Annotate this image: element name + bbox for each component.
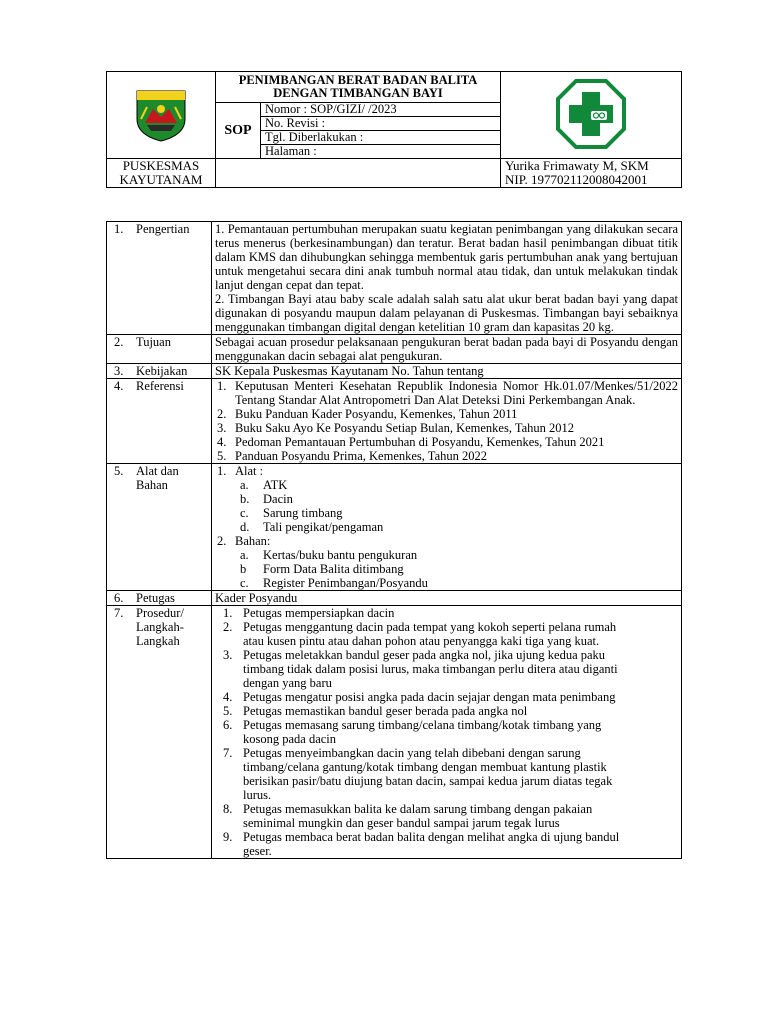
row-number: 3. bbox=[114, 364, 124, 378]
pengertian-paragraph-1: 1. Pemantauan pertumbuhan merupakan suatu kegiatan penimbangan yang dilakukan secara terus menerus (berkesinambungan) dan teratur. Berat badan hasil penimbangan dibuat titik dalam KMS dan dihubungkan sehingga membentuk garis pertumbuhan anak yang bertujuan untuk mengetahui secara dini anak tumbuh normal atau tidak, dan untuk melakukan tindak lanjut dengan cepat dan tepat. bbox=[215, 222, 678, 292]
list-item: 3. Buku Saku Ayo Ke Posyandu Setiap Bulan, Kemenkes, Tahun 2012 bbox=[217, 421, 575, 435]
row-alat-bahan bbox=[107, 464, 682, 591]
tujuan-text: Sebagai acuan prosedur pelaksanaan pengukuran berat badan pada bayi di Posyandu dengan menggunakan dacin sebagai alat pengukuran. bbox=[212, 335, 682, 364]
row-pengertian bbox=[107, 222, 682, 335]
list-item: 1. Petugas mempersiapkan dacin bbox=[223, 606, 395, 620]
row-label: Prosedur/ Langkah- Langkah bbox=[136, 606, 184, 648]
list-item: a. ATK bbox=[240, 478, 288, 492]
list-item: c. Sarung timbang bbox=[240, 506, 343, 520]
row-kebijakan bbox=[107, 364, 682, 379]
petugas-text: Kader Posyandu bbox=[212, 591, 682, 606]
bahan-items bbox=[215, 548, 678, 590]
list-item: 5. Panduan Posyandu Prima, Kemenkes, Tahun 2022 bbox=[217, 449, 487, 463]
label-cell bbox=[107, 606, 212, 859]
list-item: 7. Petugas menyeimbangkan dacin yang telah dibebani dengan sarung timbang/celana gantung/kotak timbang dengan membuat kantung plastik berisikan pasir/batu diujung batan dacin, sampai kedua jarum diatas tegak lurus. bbox=[223, 746, 613, 802]
sop-content-table bbox=[106, 221, 682, 859]
label-cell bbox=[107, 379, 212, 464]
empty-cell bbox=[216, 159, 501, 188]
alat-items bbox=[215, 478, 678, 534]
list-item: 4. Petugas mengatur posisi angka pada dacin sejajar dengan mata penimbang bbox=[223, 690, 616, 704]
content-cell bbox=[212, 606, 682, 859]
signer-cell bbox=[501, 159, 682, 188]
header-table bbox=[106, 71, 682, 188]
row-petugas bbox=[107, 591, 682, 606]
row-number: 6. bbox=[114, 591, 124, 605]
signer-nip: NIP. 197702112008042001 bbox=[505, 172, 648, 187]
signer-name: Yurika Frimawaty M, SKM bbox=[505, 158, 649, 173]
org-line1: PUSKESMAS bbox=[122, 158, 200, 173]
content-cell bbox=[212, 222, 682, 335]
alat-bahan-list bbox=[215, 464, 678, 478]
row-referensi bbox=[107, 379, 682, 464]
list-item: 8. Petugas memasukkan balita ke dalam sarung timbang dengan pakaian seminimal mungkin dan geser bandul sampai jarum tegak lurus bbox=[223, 802, 593, 830]
list-item: c. Register Penimbangan/Posyandu bbox=[240, 576, 428, 590]
pengertian-paragraph-2: 2. Timbangan Bayi atau baby scale adalah salah satu alat ukur berat badan bayi yang dapat digunakan di posyandu maupun dalam pelayanan di Puskesmas. Timbangan bayi sebaiknya menggunakan timbangan digital dengan ketelitian 10 gram dan kapasitas 20 kg. bbox=[215, 292, 678, 334]
referensi-list bbox=[215, 379, 678, 463]
org-line2: KAYUTANAM bbox=[119, 172, 203, 187]
list-item: b Form Data Balita ditimbang bbox=[240, 562, 404, 576]
document-title: PENIMBANGAN BERAT BADAN BALITA DENGAN TIMBANGAN BAYI bbox=[216, 72, 501, 103]
kebijakan-text: SK Kepala Puskesmas Kayutanam No. Tahun tentang bbox=[212, 364, 682, 379]
prosedur-steps bbox=[215, 606, 678, 858]
label-cell bbox=[107, 335, 212, 364]
list-item: 1. Keputusan Menteri Kesehatan Republik Indonesia Nomor Hk.01.07/Menkes/51/2022 Tentang Standar Alat Antropometri Dan Alat Deteksi Dini Perkembangan Anak. bbox=[217, 379, 678, 407]
alat-heading: 1. Alat : bbox=[217, 464, 264, 478]
list-item: 6. Petugas memasang sarung timbang/celana timbang/kotak timbang yang kosong pada dacin bbox=[223, 718, 602, 746]
row-number: 7. bbox=[114, 606, 124, 620]
bahan-heading: 2. Bahan: bbox=[217, 534, 271, 548]
sop-label: SOP bbox=[216, 103, 261, 159]
label-cell bbox=[107, 222, 212, 335]
row-label: Referensi bbox=[136, 379, 184, 393]
meta-nomor: Nomor : SOP/GIZI/ /2023 bbox=[261, 103, 501, 117]
meta-halaman: Halaman : bbox=[261, 145, 501, 159]
organization-cell bbox=[107, 159, 216, 188]
row-prosedur bbox=[107, 606, 682, 859]
content-cell bbox=[212, 464, 682, 591]
list-item: 3. Petugas meletakkan bandul geser pada angka nol, jika ujung kedua paku timbang tidak dalam posisi lurus, maka timbangan perlu ditera atau diganti dengan yang baru bbox=[223, 648, 618, 690]
list-item: 4. Pedoman Pemantauan Pertumbuhan di Posyandu, Kemenkes, Tahun 2021 bbox=[217, 435, 605, 449]
row-label: Petugas bbox=[136, 591, 175, 605]
row-label: Kebijakan bbox=[136, 364, 188, 378]
list-item: d. Tali pengikat/pengaman bbox=[240, 520, 384, 534]
row-number: 4. bbox=[114, 379, 124, 393]
label-cell bbox=[107, 364, 212, 379]
list-item: 5. Petugas memastikan bandul geser berada pada angka nol bbox=[223, 704, 528, 718]
label-cell bbox=[107, 464, 212, 591]
padang-pariaman-logo-icon bbox=[133, 85, 189, 143]
list-item: 2. Buku Panduan Kader Posyandu, Kemenkes, Tahun 2011 bbox=[217, 407, 518, 421]
list-item: a. Kertas/buku bantu pengukuran bbox=[240, 548, 418, 562]
row-number: 2. bbox=[114, 335, 124, 349]
health-cross-logo-icon bbox=[555, 78, 627, 150]
row-label: Pengertian bbox=[136, 222, 190, 236]
left-logo-cell bbox=[107, 72, 216, 159]
list-item: 9. Petugas membaca berat badan balita dengan melihat angka di ujung bandul geser. bbox=[223, 830, 620, 858]
meta-tgl: Tgl. Diberlakukan : bbox=[261, 131, 501, 145]
list-item: b. Dacin bbox=[240, 492, 293, 506]
row-label: Alat dan Bahan bbox=[136, 464, 179, 492]
bahan-heading-list bbox=[215, 534, 678, 548]
meta-revisi: No. Revisi : bbox=[261, 117, 501, 131]
row-label: Tujuan bbox=[136, 335, 171, 349]
row-number: 5. bbox=[114, 464, 124, 478]
list-item: 2. Petugas menggantung dacin pada tempat yang kokoh seperti pelana rumah atau kusen pintu atau dahan pohon atau penyangga kaki tiga yang kuat. bbox=[223, 620, 617, 648]
label-cell bbox=[107, 591, 212, 606]
row-tujuan bbox=[107, 335, 682, 364]
content-cell bbox=[212, 379, 682, 464]
row-number: 1. bbox=[114, 222, 124, 236]
right-logo-cell bbox=[501, 72, 682, 159]
